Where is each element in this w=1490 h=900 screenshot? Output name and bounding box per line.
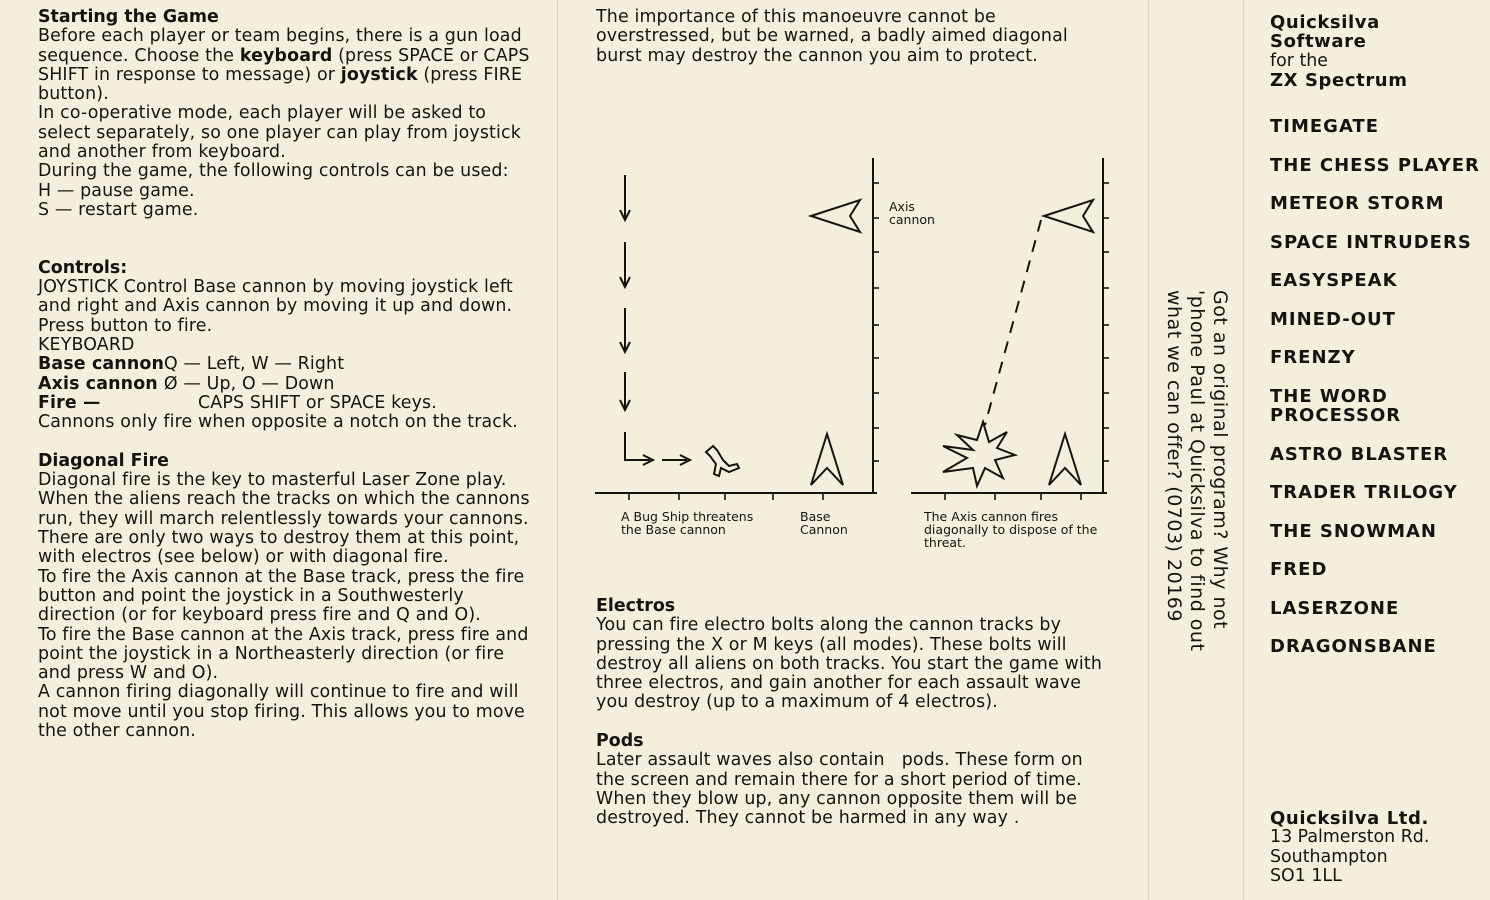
title-item: THE SNOWMAN <box>1270 520 1437 542</box>
publisher-header <box>1270 13 1490 90</box>
diagonal-shot <box>985 220 1041 425</box>
header-line-3: for the <box>1270 50 1328 71</box>
axis-cannon-keys: Axis cannon Ø — Up, O — Down <box>38 373 335 394</box>
header-line-2: Software <box>1270 31 1367 53</box>
title-item: SPACE INTRUDERS <box>1270 231 1472 253</box>
bug-path-arrows <box>620 175 690 465</box>
cannon-notch-note: Cannons only fire when opposite a notch on the track. <box>38 412 518 433</box>
address-line: SO1 1LL <box>1270 865 1342 886</box>
panel-fold-3 <box>1243 0 1244 900</box>
panel-fold-2 <box>1148 0 1149 900</box>
track-notches <box>629 183 1109 500</box>
title-item: ASTRO BLASTER <box>1270 443 1449 465</box>
base-cannon-right <box>1049 434 1081 485</box>
restart-key-line: S — restart game. <box>38 199 199 220</box>
electros-text: You can fire electro bolts along the cannon tracks by pressing the X or M keys (all modes). These bolts will destroy all aliens on both tracks. You start the game with three electros, and gain another for each assault wave you destroy (up to a maximum of 4 electros). <box>596 615 1102 713</box>
diagonal-heading: Diagonal Fire <box>38 450 169 471</box>
title-item: THE CHESS PLAYER <box>1270 154 1480 176</box>
middle-column-top <box>596 8 1116 66</box>
joystick-controls: JOYSTICK Control Base cannon by moving joystick left and right and Axis cannon by moving it up and down. Press button to fire. <box>38 277 513 336</box>
left-column <box>38 8 538 741</box>
address-line: Southampton <box>1270 846 1388 867</box>
diagonal-paragraph-2: To fire the Axis cannon at the Base track, press the fire button and point the joystick in a Southwesterly direction (or for keyboard press fire and Q and O). <box>38 566 525 626</box>
axis-cannon-label: Axis cannon <box>889 199 935 227</box>
caption-axis-fires: The Axis cannon fires diagonally to dispose of the threat. <box>924 509 1098 550</box>
diagonal-paragraph-1: Diagonal fire is the key to masterful Laser Zone play. When the aliens reach the tracks on which the cannons run, they will march relentlessly towards your cannons. There are only two ways to destroy them at this point, with electros (see below) or with diagonal fire. <box>38 470 530 568</box>
title-item: METEOR STORM <box>1270 193 1445 214</box>
bug-ship <box>706 446 739 476</box>
title-item: TRADER TRILOGY <box>1270 482 1458 503</box>
caption-bug-threat: A Bug Ship threatens the Base cannon <box>621 509 754 537</box>
base-cannon-left <box>811 434 843 485</box>
phone-offer: Got an original program? Why not 'phone Paul at Quicksilva to find out what we can offer? (0703) 20169 <box>1163 290 1231 652</box>
explosion <box>943 422 1015 486</box>
title-item: MINED-OUT <box>1270 308 1396 330</box>
address-line: 13 Palmerston Rd. <box>1270 827 1430 848</box>
base-cannon-keys: Base cannon Q — Left, W — Right <box>38 354 345 375</box>
pods-text: Later assault waves also contain pods. These form on the screen and remain there for a short period of time. When they blow up, any cannon opposite them will be destroyed. They cannot be harmed in any way . <box>596 750 1089 829</box>
title-item: EASYSPEAK <box>1270 270 1398 291</box>
caption-base-cannon: Base Cannon <box>800 509 848 537</box>
title-item: DRAGONSBANE <box>1270 636 1437 657</box>
game-title-list <box>1270 117 1486 676</box>
title-item: FRED <box>1270 559 1328 580</box>
header-line-1: Quicksilva <box>1270 12 1380 33</box>
diagonal-paragraph-4: A cannon firing diagonally will continue to fire and will not move until you stop firing. This allows you to move the other cannon. <box>38 682 525 741</box>
starting-paragraph: Before each player or team begins, there is a gun load sequence. Choose the keyboard (press SPACE or CAPS SHIFT in response to message) or joystick (press FIRE button). <box>38 26 530 105</box>
middle-column-bottom <box>596 597 1116 829</box>
axis-cannon-left <box>811 200 860 232</box>
keyboard-label: KEYBOARD <box>38 335 135 356</box>
fire-keys: Fire — CAPS SHIFT or SPACE keys. <box>38 392 437 413</box>
axis-cannon-right <box>1044 200 1093 232</box>
coop-paragraph: In co-operative mode, each player will be asked to select separately, so one player can play from joystick and another from keyboard. <box>38 103 521 163</box>
during-game-paragraph: During the game, the following controls can be used: <box>38 161 509 182</box>
title-item: THE WORD PROCESSOR <box>1270 385 1402 426</box>
company-address <box>1270 809 1490 886</box>
starting-heading: Starting the Game <box>38 7 219 27</box>
title-item: FRENZY <box>1270 347 1356 368</box>
controls-heading: Controls: <box>38 257 128 278</box>
manoeuvre-warning: The importance of this manoeuvre cannot be overstressed, but be warned, a badly aimed diagonal burst may destroy the cannon you aim to protect. <box>596 7 1068 66</box>
company-name: Quicksilva Ltd. <box>1270 808 1429 829</box>
diagonal-paragraph-3: To fire the Base cannon at the Axis track, press fire and point the joystick in a Northeasterly direction (or fire and press W and O). <box>38 624 529 684</box>
diagram-svg <box>575 150 1135 560</box>
electros-heading: Electros <box>596 596 676 616</box>
title-item: TIMEGATE <box>1270 116 1380 137</box>
panel-fold-1 <box>557 0 558 900</box>
title-item: LASERZONE <box>1270 597 1400 619</box>
pods-heading: Pods <box>596 731 644 752</box>
header-line-4: ZX Spectrum <box>1270 69 1408 91</box>
pause-key-line: H — pause game. <box>38 180 195 201</box>
diagonal-fire-diagram <box>575 150 1135 560</box>
